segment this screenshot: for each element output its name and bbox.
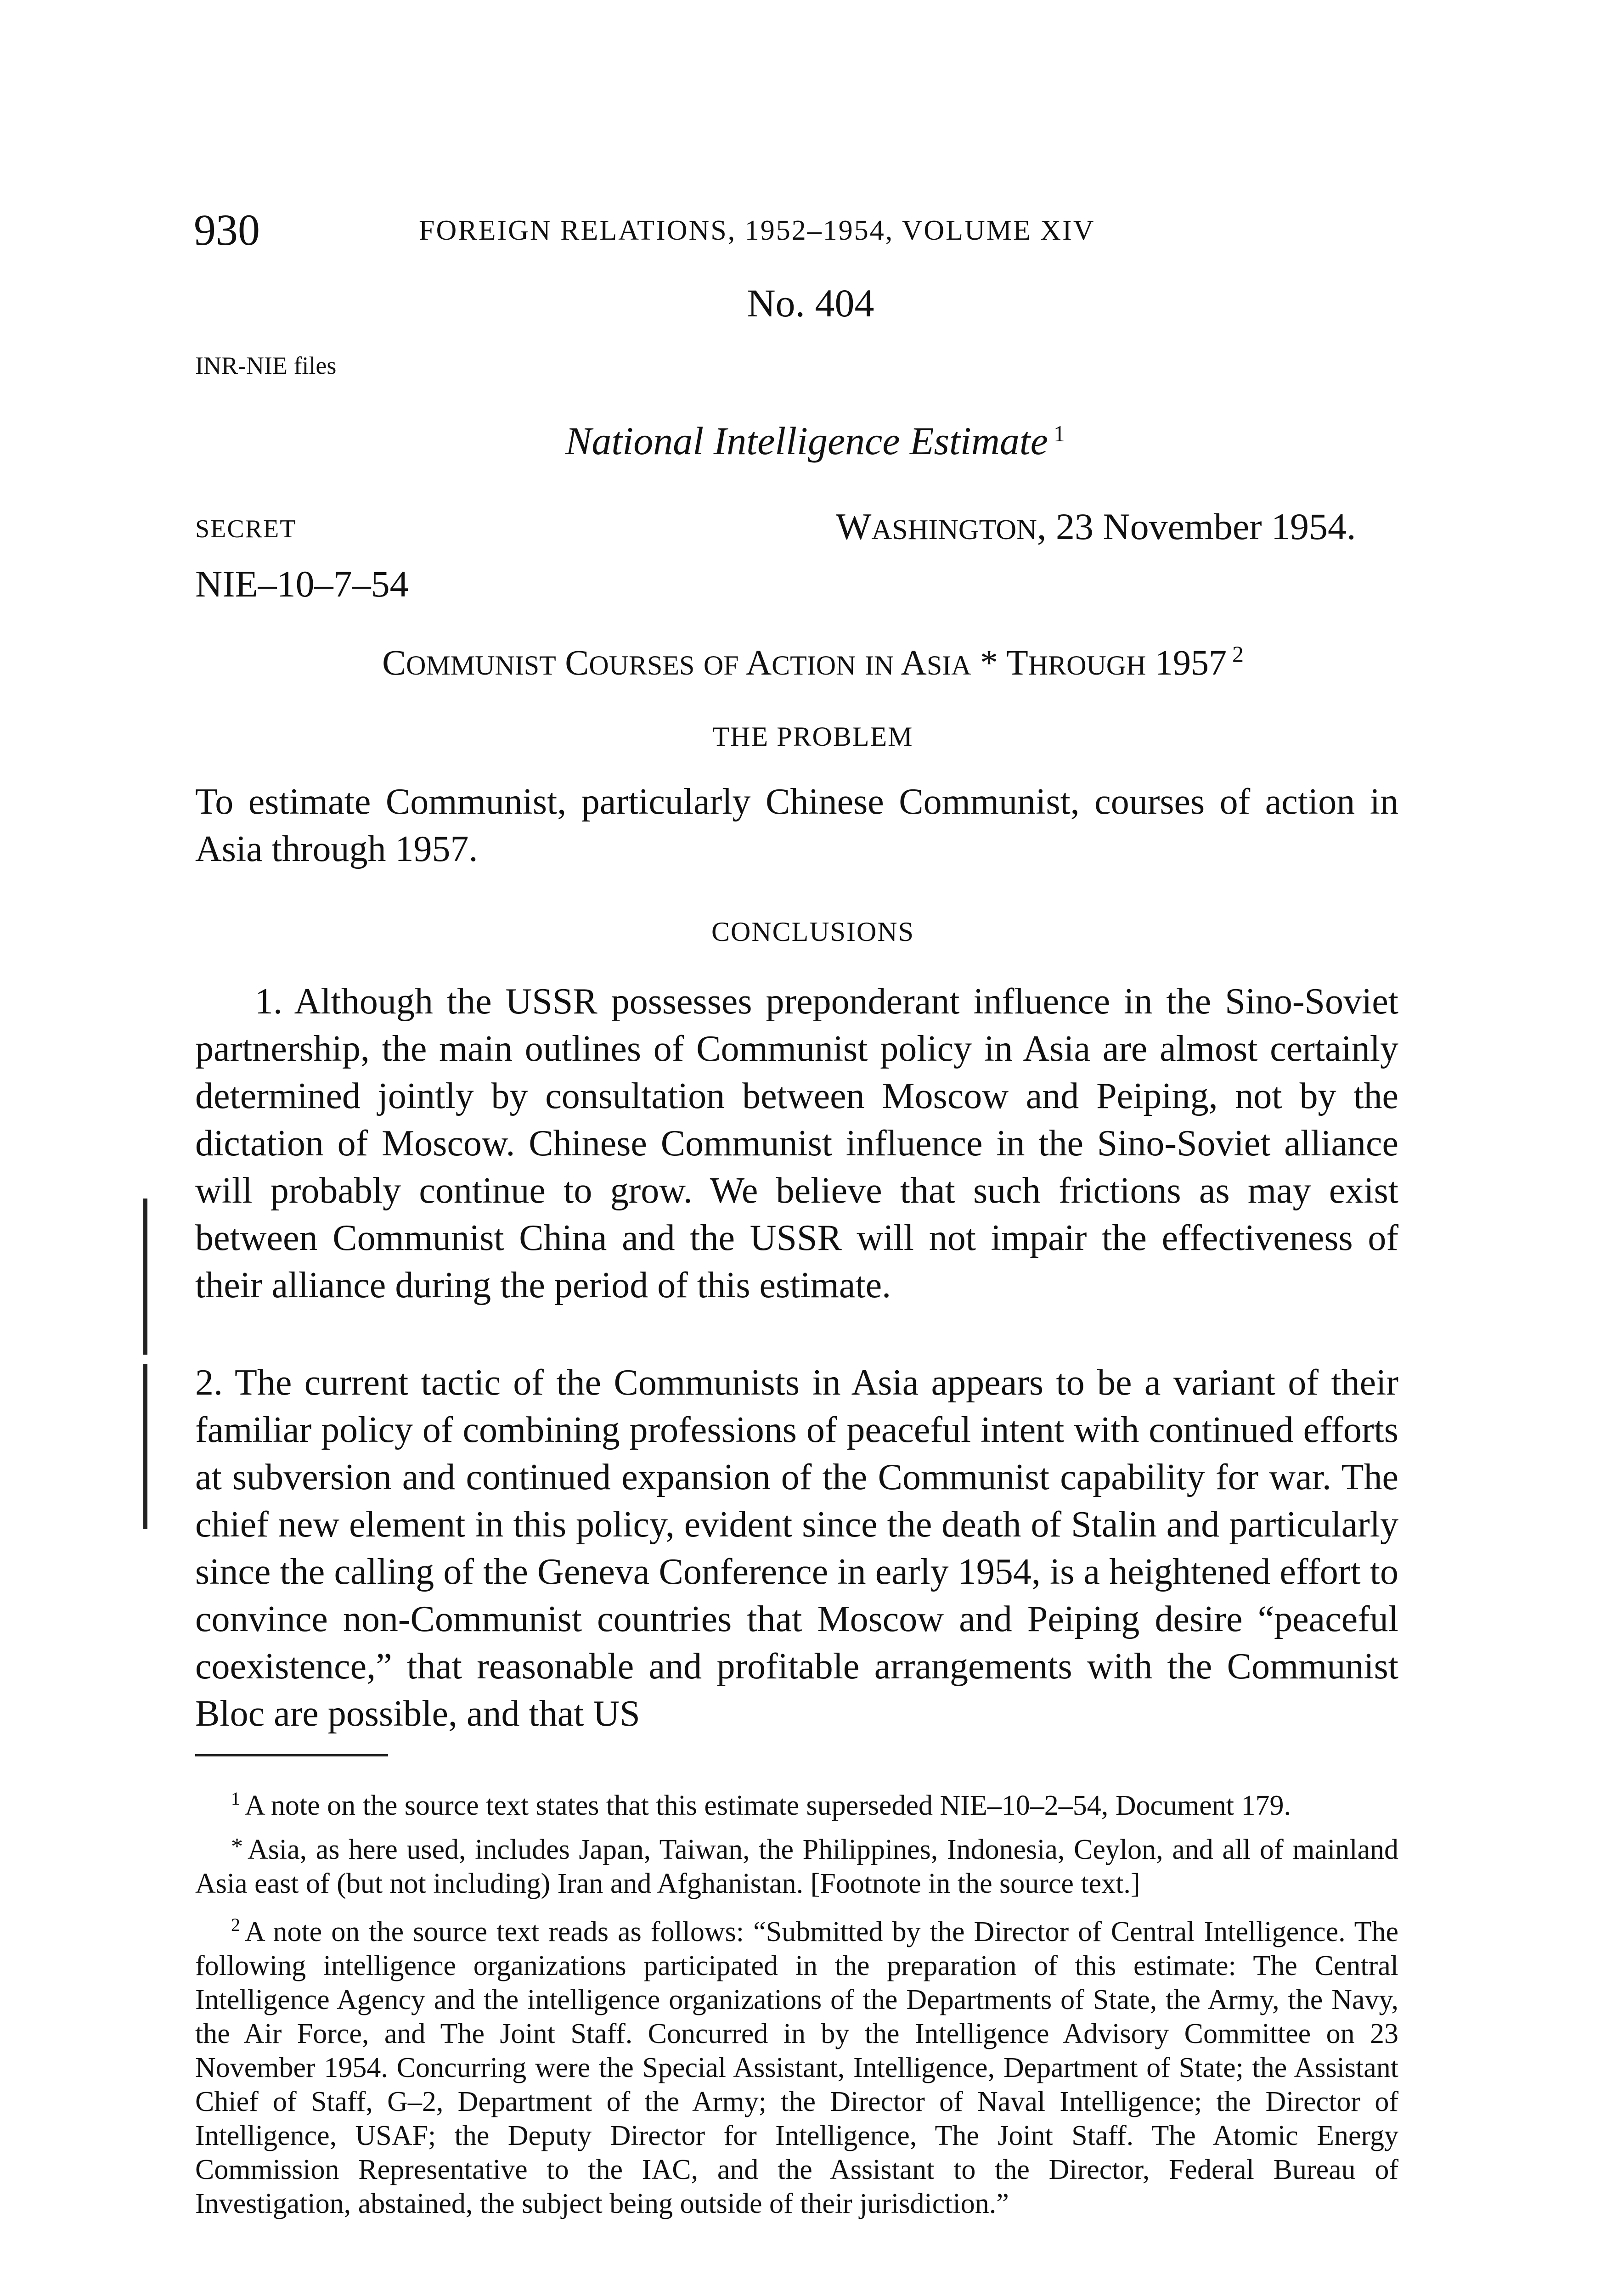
document-number: No. 404 <box>747 281 874 325</box>
subject-year: 1957 <box>1155 642 1227 682</box>
dateline <box>836 505 1356 548</box>
subject-smallcaps: OF <box>703 650 739 681</box>
footnote-text: A note on the source text states that this estimate superseded NIE–10–2–54, Document 179. <box>245 1790 1291 1821</box>
subject-footnote-mark: 2 <box>1232 641 1244 667</box>
source-file-label: INR-NIE files <box>195 352 337 379</box>
page-header <box>194 204 1434 255</box>
dateline-date: , 23 November 1954. <box>1037 506 1356 547</box>
dateline-place-rest: ASHINGTON <box>871 514 1037 546</box>
subject-cap: A <box>901 642 927 682</box>
subject-smallcaps: IN <box>864 650 894 681</box>
subject-cap: A <box>745 642 772 682</box>
document-title-text: National Intelligence Estimate <box>565 419 1048 463</box>
footnote-text: A note on the source text reads as follows: “Submitted by the Director of Central Intelligence. The following intelligence organizations participated in the preparation of this estimate: The Central Intelligence Agency and the intelligence organizations of the Departments of State, the Army, the Navy, the Air Force, and The Joint Staff. Concurred in by the Intelligence Advisory Committee on 23 November 1954. Concurring were the Special Assistant, Intelligence, Department of State; the Assistant Chief of Staff, G–2, Department of the Army; the Director of Naval Intelligence; the Director of Intelligence, USAF; the Deputy Director for Intelligence, The Joint Staff. The Atomic Energy Commission Representative to the IAC, and the Assistant to the Director, Federal Bureau of Investigation, abstained, the subject being outside of their jurisdiction.” <box>195 1916 1398 2219</box>
footnote-text: Asia, as here used, includes Japan, Taiwan, the Philippines, Indonesia, Ceylon, and all of mainland Asia east of (but not including) Iran and Afghanistan. [Footnote in the source text.] <box>195 1834 1398 1899</box>
subject-smallcaps: HROUGH <box>1028 650 1146 681</box>
subject-smallcaps: OMMUNIST <box>406 650 556 681</box>
footnote-mark: 1 <box>231 1788 240 1809</box>
subject-cap: C <box>382 642 406 682</box>
margin-mark-bar <box>143 1364 147 1529</box>
footnotes <box>195 1782 1398 2228</box>
footnote-mark: * <box>231 1834 243 1860</box>
footnote-1 <box>195 1782 1398 1823</box>
subject-smallcaps: SIA <box>926 650 971 681</box>
footnote-2 <box>195 1908 1398 2221</box>
footnote-rule <box>195 1754 388 1756</box>
margin-mark-bar <box>143 1199 147 1355</box>
classification-label: SECRET <box>195 515 297 543</box>
dateline-place-initial: W <box>836 506 872 547</box>
problem-paragraph: To estimate Communist, particularly Chinese Communist, courses of action in Asia through 1957. <box>195 782 1398 869</box>
subject-cap: T <box>1006 642 1028 682</box>
nie-number: NIE–10–7–54 <box>195 563 409 605</box>
subject-heading <box>0 641 1612 683</box>
footnote-asterisk <box>195 1830 1398 1901</box>
problem-heading: THE PROBLEM <box>712 721 913 752</box>
title-footnote-mark: 1 <box>1053 421 1065 446</box>
footnote-mark: 2 <box>231 1914 240 1935</box>
page-number: 930 <box>194 205 260 254</box>
subject-smallcaps: CTION <box>772 650 856 681</box>
subject-cap: C <box>565 642 589 682</box>
conclusions-heading: CONCLUSIONS <box>711 917 915 947</box>
conclusion-paragraph-1: 1. Although the USSR possesses preponderant influence in the Sino-Soviet partnership, the main outlines of Communist policy in Asia are almost certainly determined jointly by consultation between Moscow and Peiping, not by the dictation of Moscow. Chinese Communist influence in the Sino-Soviet alliance will probably continue to grow. We believe that such frictions as may exist between Communist China and the USSR will not impair the effectiveness of their alliance during the period of this estimate. <box>195 981 1398 1306</box>
running-head: FOREIGN RELATIONS, 1952–1954, VOLUME XIV <box>419 215 1095 246</box>
subject-asterisk: * <box>980 642 998 682</box>
subject-smallcaps: OURSES <box>589 650 695 681</box>
conclusion-paragraph-2: 2. The current tactic of the Communists in Asia appears to be a variant of their familiar policy of combining professions of peaceful intent with continued efforts at subversion and continued expansion of the Communist capability for war. The chief new element in this policy, evident since the death of Stalin and particularly since the calling of the Geneva Conference in early 1954, is a heightened effort to convince non-Communist countries that Moscow and Peiping desire “peaceful coexistence,” that reasonable and profitable arrangements with the Communist Bloc are possible, and that US <box>195 1362 1398 1734</box>
document-title <box>0 418 1612 464</box>
